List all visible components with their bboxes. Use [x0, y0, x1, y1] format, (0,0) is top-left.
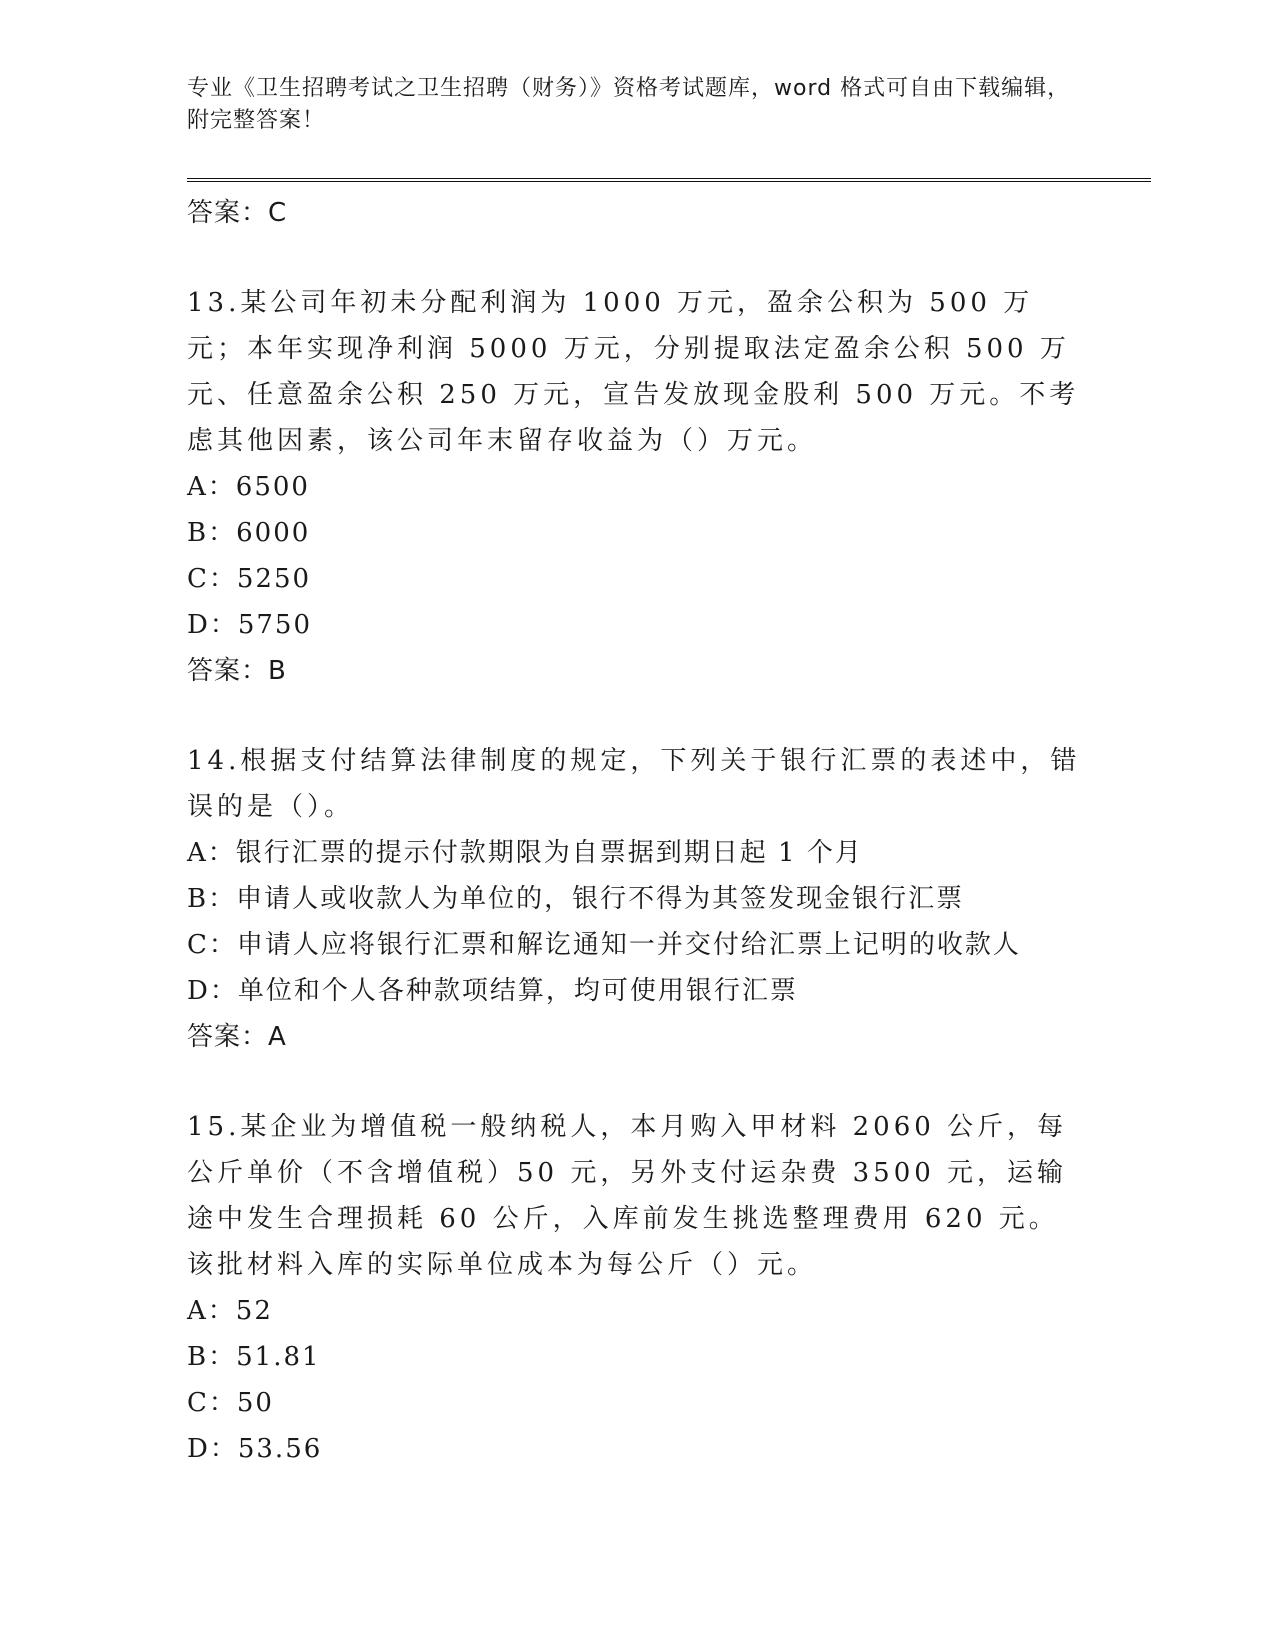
option-a: A：银行汇票的提示付款期限为自票据到期日起 1 个月: [187, 838, 863, 868]
option-d: D：单位和个人各种款项结算，均可使用银行汇票: [187, 976, 798, 1006]
option-d: D：53.56: [187, 1434, 323, 1464]
answer-line: 答案：A: [187, 1022, 287, 1052]
answer-line: 答案：C: [187, 198, 288, 228]
spacer: [187, 694, 1087, 738]
option-b: B：申请人或收款人为单位的，银行不得为其签发现金银行汇票: [187, 884, 965, 914]
question-stem: 14.根据支付结算法律制度的规定，下列关于银行汇票的表述中，错误的是（）。: [187, 746, 1081, 822]
spacer: [187, 1060, 1087, 1104]
option-c: C：50: [187, 1388, 274, 1418]
question-15: [187, 1104, 1087, 1472]
header-divider: [187, 178, 1151, 182]
question-stem: 15.某企业为增值税一般纳税人，本月购入甲材料 2060 公斤，每公斤单价（不含增值税）50 元，另外支付运杂费 3500 元，运输途中发生合理损耗 60 公斤，入库前发生挑选整理费用 620 元。该批材料入库的实际单位成本为每公斤（）元。: [187, 1112, 1068, 1280]
question-list: [187, 190, 1087, 1472]
spacer: [187, 236, 1087, 280]
question-13: [187, 280, 1087, 694]
option-c: C：5250: [187, 564, 312, 594]
option-a: A：52: [187, 1296, 273, 1326]
option-b: B：6000: [187, 518, 311, 548]
document-header: [187, 73, 1087, 137]
option-a: A：6500: [187, 472, 310, 502]
option-d: D：5750: [187, 610, 313, 640]
question-stem: 13.某公司年初未分配利润为 1000 万元，盈余公积为 500 万元；本年实现净利润 5000 万元，分别提取法定盈余公积 500 万元、任意盈余公积 250 万元，宣告发放现金股利 500 万元。不考虑其他因素，该公司年末留存收益为（）万元。: [187, 288, 1080, 456]
question-14: [187, 738, 1087, 1060]
option-b: B：51.81: [187, 1342, 321, 1372]
answer-line: 答案：B: [187, 656, 287, 686]
header-text: 专业《卫生招聘考试之卫生招聘（财务）》资格考试题库，word 格式可自由下载编辑，附完整答案！: [187, 76, 1071, 133]
option-c: C：申请人应将银行汇票和解讫通知一并交付给汇票上记明的收款人: [187, 930, 1021, 960]
